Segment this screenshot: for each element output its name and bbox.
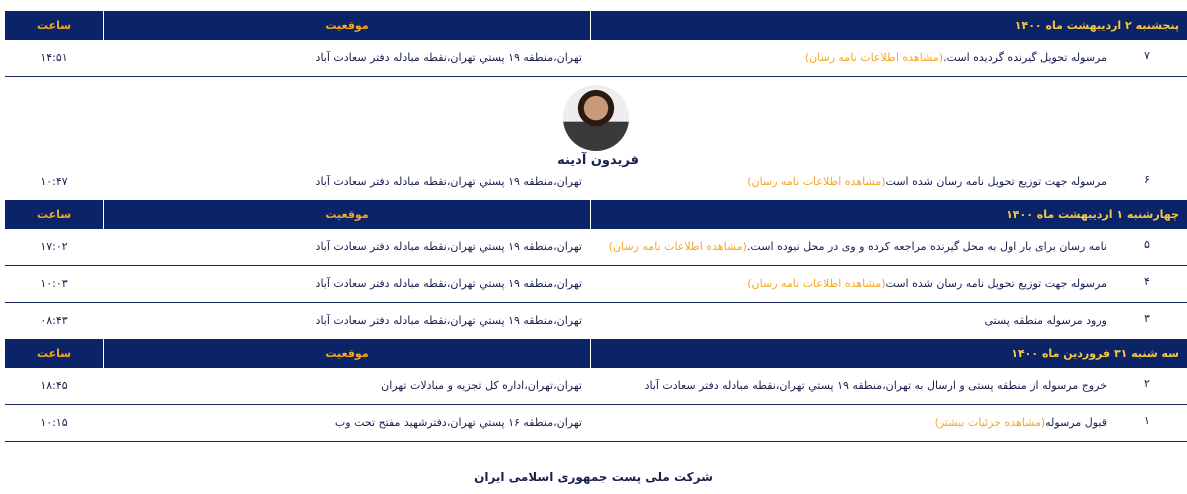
description-text: قبول مرسوله bbox=[1045, 416, 1107, 429]
row-location: تهران،منطقه ۱۹ پستي تهران،نقطه مبادله دفتر سعادت آباد bbox=[315, 277, 582, 290]
row-description: ورود مرسوله منطقه پستی bbox=[984, 314, 1107, 327]
location-header: موقعیت bbox=[103, 339, 590, 368]
row-description: خروج مرسوله از منطقه پستی و ارسال به تهران،منطقه ۱۹ پستي تهران،نقطه مبادله دفتر سعادت آباد bbox=[644, 379, 1107, 392]
row-time: ۱۷:۰۲ bbox=[40, 240, 68, 253]
group-date: سه شنبه ۳۱ فروردین ماه ۱۴۰۰ bbox=[590, 339, 1187, 368]
row-time: ۱۰:۰۳ bbox=[40, 277, 68, 290]
row-time: ۱۸:۴۵ bbox=[40, 379, 68, 392]
row-location: تهران،تهران،اداره کل تجزیه و مبادلات تهران bbox=[381, 379, 582, 392]
row-number: ۲ bbox=[1144, 377, 1150, 390]
row-description bbox=[590, 172, 1107, 192]
row-number: ۱ bbox=[1144, 414, 1150, 427]
row-description bbox=[590, 274, 1107, 294]
row-time: ۱۰:۱۵ bbox=[40, 416, 68, 429]
view-courier-link[interactable]: (مشاهده اطلاعات نامه رسان) bbox=[747, 175, 886, 188]
row-location: تهران،منطقه ۱۶ پستي تهران،دفترشهید مفتح تحت وب bbox=[334, 416, 582, 429]
courier-avatar bbox=[563, 85, 629, 151]
row-number: ۵ bbox=[1144, 238, 1150, 251]
courier-name: فریدون آدینه bbox=[557, 153, 639, 168]
group-header bbox=[5, 200, 1187, 229]
table-row bbox=[5, 40, 1187, 77]
row-time: ۱۰:۴۷ bbox=[40, 175, 68, 188]
location-header: موقعیت bbox=[103, 11, 590, 40]
description-text: مرسوله جهت توزیع تحویل نامه رسان شده است bbox=[885, 175, 1107, 188]
footer-company-name: شرکت ملی پست جمهوری اسلامی ایران bbox=[474, 470, 713, 484]
row-time: ۱۴:۵۱ bbox=[40, 51, 68, 64]
row-number: ۳ bbox=[1144, 312, 1150, 325]
row-description bbox=[590, 237, 1107, 257]
row-number: ۴ bbox=[1144, 275, 1150, 288]
table-row bbox=[5, 405, 1187, 442]
group-date: چهارشنبه ۱ اردیبهشت ماه ۱۴۰۰ bbox=[590, 200, 1187, 229]
description-text: نامه رسان برای بار اول به محل گیرنده مراجعه کرده و وی در محل نبوده است. bbox=[746, 240, 1107, 253]
row-location: تهران،منطقه ۱۹ پستي تهران،نقطه مبادله دفتر سعادت آباد bbox=[315, 240, 582, 253]
row-location: تهران،منطقه ۱۹ پستي تهران،نقطه مبادله دفتر سعادت آباد bbox=[315, 314, 582, 327]
table-row bbox=[5, 172, 1187, 200]
row-time: ۰۸:۴۳ bbox=[40, 314, 68, 327]
table-row bbox=[5, 368, 1187, 405]
table-row bbox=[5, 303, 1187, 339]
row-number: ۷ bbox=[1144, 49, 1150, 62]
group-header bbox=[5, 11, 1187, 40]
view-courier-link[interactable]: (مشاهده اطلاعات نامه رسان) bbox=[804, 51, 944, 64]
row-description bbox=[590, 413, 1107, 433]
view-courier-link[interactable]: (مشاهده اطلاعات نامه رسان) bbox=[747, 277, 886, 290]
row-location: تهران،منطقه ۱۹ پستي تهران،نقطه مبادله دفتر سعادت آباد bbox=[315, 175, 582, 188]
description-text: مرسوله جهت توزیع تحویل نامه رسان شده است bbox=[885, 277, 1107, 290]
table-row bbox=[5, 266, 1187, 303]
row-number: ۶ bbox=[1144, 173, 1150, 186]
view-details-link[interactable]: (مشاهده جزئیات بیشتر) bbox=[934, 416, 1046, 429]
time-header: ساعت bbox=[36, 347, 72, 360]
view-courier-link[interactable]: (مشاهده اطلاعات نامه رسان) bbox=[608, 240, 747, 253]
tracking-table bbox=[5, 11, 1187, 442]
time-header: ساعت bbox=[36, 208, 72, 221]
row-location: تهران،منطقه ۱۹ پستي تهران،نقطه مبادله دفتر سعادت آباد bbox=[315, 51, 582, 64]
courier-card bbox=[5, 77, 1187, 172]
table-row bbox=[5, 229, 1187, 266]
time-header: ساعت bbox=[36, 19, 72, 32]
description-text: مرسوله تحویل گیرنده گردیده است. bbox=[943, 51, 1107, 64]
group-header bbox=[5, 339, 1187, 368]
row-description bbox=[590, 48, 1107, 68]
location-header: موقعیت bbox=[103, 200, 590, 229]
group-date: پنجشنبه ۲ اردیبهشت ماه ۱۴۰۰ bbox=[590, 11, 1187, 40]
